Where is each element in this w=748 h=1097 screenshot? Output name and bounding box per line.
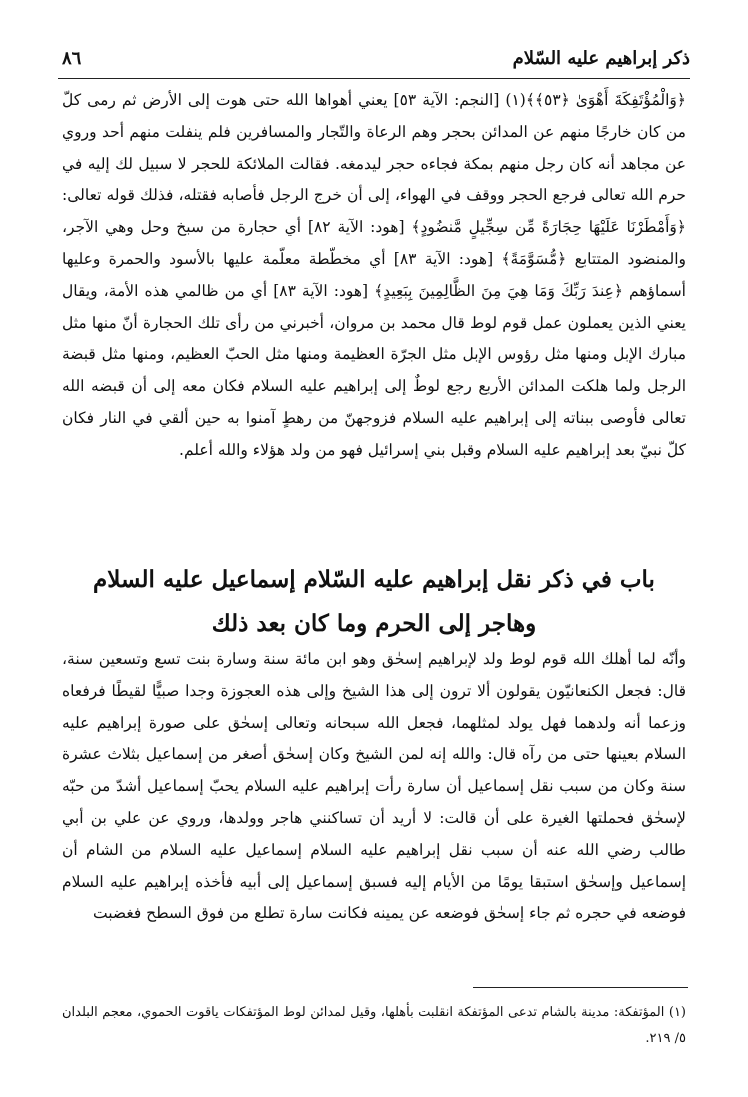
footnote-number: (١) [668, 1005, 686, 1020]
running-header [58, 40, 690, 80]
chapter-heading [70, 558, 678, 646]
page-number: ٨٦ [62, 48, 82, 69]
running-title: ذكر إبراهيم عليه السّلام [512, 48, 690, 69]
chapter-heading-line-1: باب في ذكر نقل إبراهيم عليه السّلام إسماعيل عليه السلام [93, 566, 655, 593]
body-paragraph-1: ﴿وَالْمُؤْتَفِكَةَ أَهْوَىٰ ﴿٥٣﴾﴾(١) [النجم: الآية ٥٣] يعني أهواها الله حتى هوت إلى الأرض ثم رمى كلّ من كان خارجًا منهم عن المدائن بحجر وهم الرعاة والتّجار والمسافرين فلم ينفلت منهم أحد وروي عن مجاهد أنه كان رجل منهم بمكة فجاءه حجر ليدمغه. فقالت الملائكة للحجر لا سبيل لك إليه في حرم الله تعالى فرجع الحجر ووقف في الهواء، إلى أن خرج الرجل فأصابه فقتله، فذلك قوله تعالى: ﴿وَأَمْطَرْنَا عَلَيْهَا حِجَارَةً مِّن سِجِّيلٍ مَّنضُودٍ﴾ [هود: الآية ٨٢] أي حجارة من سبخ وحل وهي الآجر، والمنضود المتتابع ﴿مُّسَوَّمَةً﴾ [هود: الآية ٨٣] أي مخطّطة معلّمة عليها بالأسود والحمرة وعليها أسماؤهم ﴿عِندَ رَبِّكَ وَمَا هِيَ مِنَ الظَّالِمِينَ بِبَعِيدٍ﴾ [هود: الآية ٨٣] أي من ظالمي هذه الأمة، ويقال يعني الذين يعملون عمل قوم لوط قال محمد بن مروان، أخبرني من رأى تلك الحجارة أنّ منها مثل مبارك الإبل ومنها مثل رؤوس الإبل مثل الجرّة العظيمة ومنها مثل الحبّ العظيم، ومنها مثل قبضة الرجل ولما هلكت المدائن الأربع رجع لوطٌ إلى إبراهيم عليه السلام فكان معه إلى أن قبضه الله تعالى فأوصى ببناته إلى إبراهيم عليه السلام فزوجهنّ من رهطٍ آمنوا به حين ألقي في النار فكان كلّ نبيّ بعد إبراهيم عليه السلام وقبل بني إسرائيل فهو من ولد هؤلاء والله أعلم. [62, 91, 686, 459]
body-paragraph-2: وأنّه لما أهلك الله قوم لوط ولد لإبراهيم إسحٰق وهو ابن مائة سنة وسارة بنت تسع وتسعين سنة، قال: فجعل الكنعانيّون يقولون ألا ترون إلى هذا الشيخ وإلى هذه العجوزة وجدا صبيًّا لقيطًا فرفعاه وزعما أنه ولدهما فهل يولد لمثلهما، فجعل الله سبحانه وتعالى إسحٰق على صورة إبراهيم عليه السلام بعينها حتى من رآه قال: والله إنه لمن الشيخ وكان إسحٰق أصغر من إسماعيل بثلاث عشرة سنة وكان من سبب نقل إسماعيل أن سارة رأت إبراهيم عليه السلام يحبّ إسماعيل أشدّ من حبّه لإسحٰق فحملتها الغيرة على أن قالت: لا أريد أن تساكنني هاجر وولدها، وروي عن علي بن أبي طالب رضي الله عنه أن سبب نقل إبراهيم عليه السلام إسماعيل عليه السلام من الشام أن إسماعيل وإسحٰق استبقا يومًا من الأيام إليه فسبق إسماعيل إلى أبيه فأخذه إبراهيم عليه السلام فوضعه في حجره ثم جاء إسحٰق فوضعه عن يمينه فكانت سارة تطلع من فوق السطح فغضبت [62, 650, 686, 923]
footnote [62, 1000, 686, 1052]
header-rule [58, 78, 690, 79]
footnote-rule [473, 987, 688, 988]
footnote-text: المؤتفكة: مدينة بالشام تدعى المؤتفكة انقلبت بأهلها، وقيل لمدائن لوط المؤتفكات ياقوت الحموي، معجم البلدان ٥/ ٢١٩. [62, 1005, 686, 1046]
chapter-heading-line-2: وهاجر إلى الحرم وما كان بعد ذلك [211, 610, 537, 637]
